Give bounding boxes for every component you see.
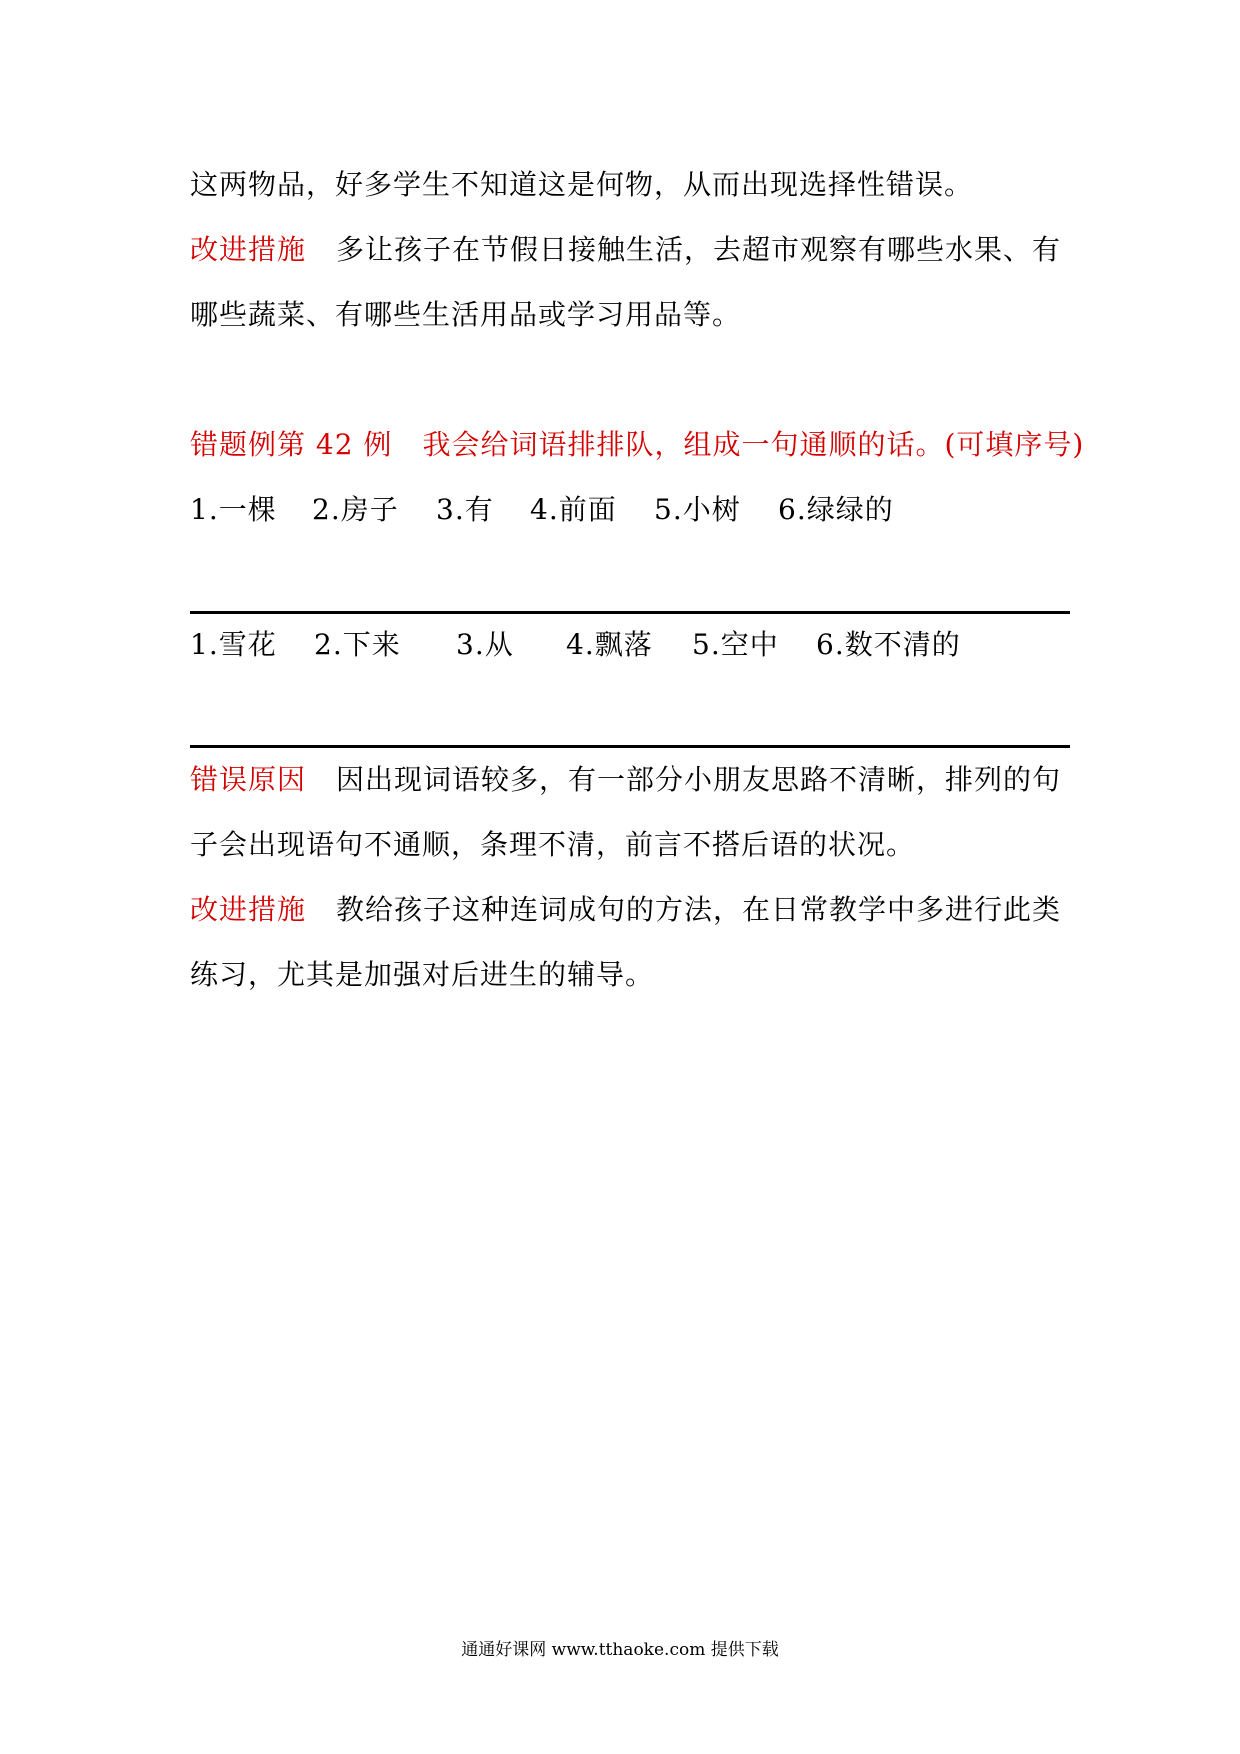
- footer-text: 通通好课网 www.tthaoke.com 提供下载: [461, 1640, 779, 1660]
- example-title: 错题例第 42 例: [190, 428, 393, 461]
- word-set-2: [190, 625, 1070, 665]
- paragraph-text: 这两物品，好多学生不知道这是何物，从而出现选择性错误。: [190, 168, 974, 201]
- word-set-1: [190, 490, 1070, 530]
- word-item: 5.小树: [654, 493, 741, 526]
- word-item: 1.一棵: [190, 493, 277, 526]
- paragraph-text: 练习，尤其是加强对后进生的辅导。: [190, 958, 655, 991]
- answer-line: [190, 611, 1070, 614]
- word-item: 3.有: [436, 493, 494, 526]
- paragraph-line: [190, 825, 1070, 865]
- example-prompt: 我会给词语排排队，组成一句通顺的话。(可填序号): [422, 428, 1085, 461]
- paragraph-line: [190, 165, 1070, 205]
- improvement-paragraph: [190, 230, 1070, 270]
- word-item: 2.下来: [314, 628, 401, 661]
- word-item: 6.绿绿的: [778, 493, 894, 526]
- improvement-paragraph: [190, 890, 1070, 930]
- word-item: 6.数不清的: [816, 628, 961, 661]
- word-item: 5.空中: [692, 628, 779, 661]
- example-heading: [190, 425, 1085, 465]
- paragraph-text: 子会出现语句不通顺，条理不清，前言不搭后语的状况。: [190, 828, 916, 861]
- paragraph-text: 因出现词语较多，有一部分小朋友思路不清晰，排列的句: [336, 763, 1062, 796]
- paragraph-text: 教给孩子这种连词成句的方法，在日常教学中多进行此类: [336, 893, 1062, 926]
- paragraph-text: 多让孩子在节假日接触生活，去超市观察有哪些水果、有: [336, 233, 1062, 266]
- paragraph-text: 哪些蔬菜、有哪些生活用品或学习用品等。: [190, 298, 742, 331]
- reason-paragraph: [190, 760, 1070, 800]
- page-footer: [0, 1638, 1240, 1662]
- word-item: 1.雪花: [190, 628, 277, 661]
- paragraph-line: [190, 955, 1070, 995]
- word-item: 4.飘落: [566, 628, 653, 661]
- word-item: 4.前面: [530, 493, 617, 526]
- improvement-label: 改进措施: [190, 233, 307, 266]
- improvement-label: 改进措施: [190, 893, 307, 926]
- paragraph-line: [190, 295, 1070, 335]
- word-item: 2.房子: [312, 493, 399, 526]
- word-item: 3.从: [456, 628, 514, 661]
- answer-line: [190, 745, 1070, 748]
- reason-label: 错误原因: [190, 763, 307, 796]
